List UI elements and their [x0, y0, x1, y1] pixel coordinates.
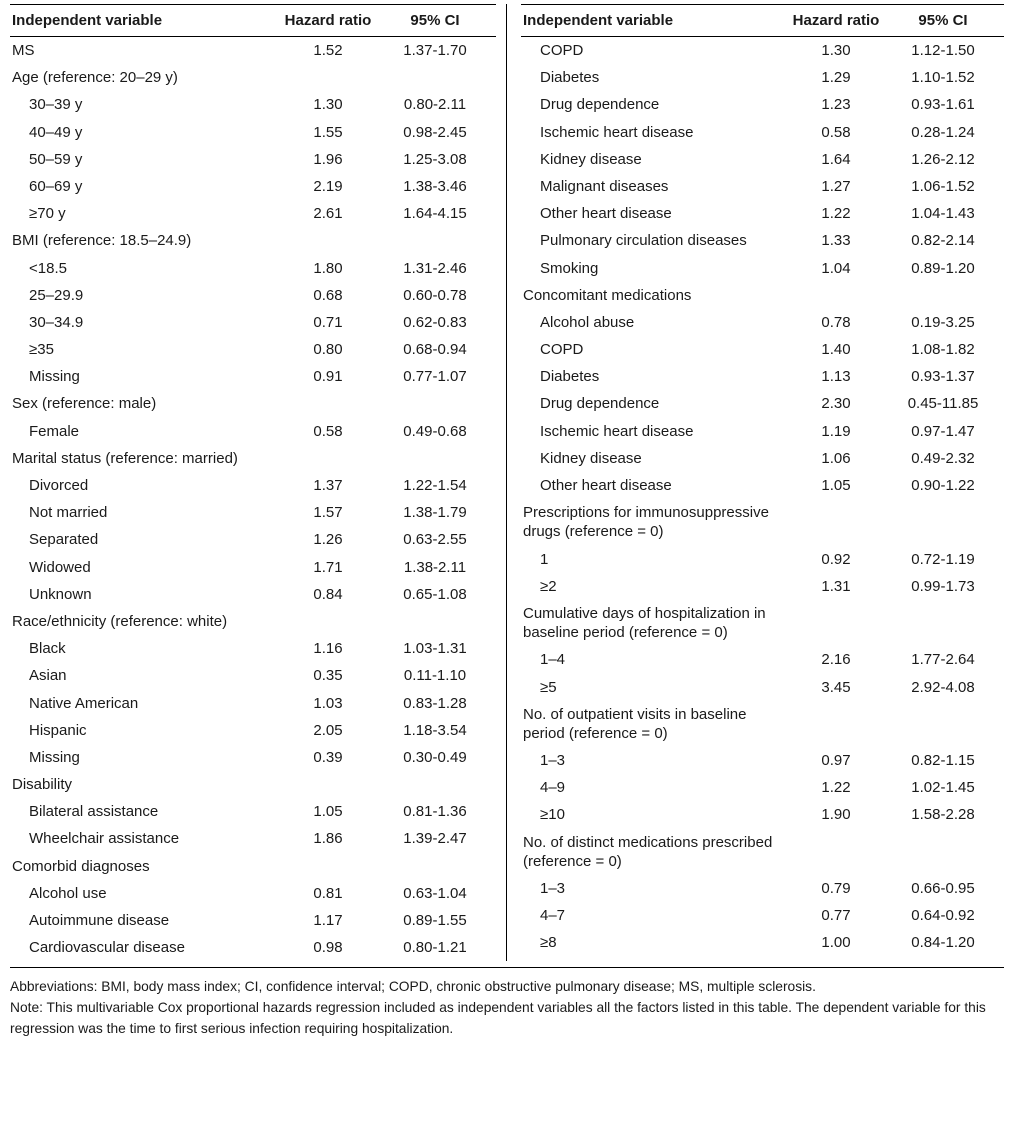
row-label: Native American: [29, 694, 139, 712]
row-label: ≥70 y: [29, 205, 66, 223]
row-label: Race/ethnicity (reference: white): [12, 612, 228, 630]
ci-value: 1.18-3.54: [403, 721, 467, 739]
ci-value: 0.99-1.73: [911, 577, 975, 595]
ci-value: 0.49-2.32: [911, 449, 975, 467]
table-row: [521, 64, 1004, 91]
hazard-ratio-value: 0.79: [821, 880, 851, 897]
table-row: [10, 363, 496, 390]
ci-value: 0.93-1.61: [911, 96, 975, 114]
hazard-ratio-value: 0.84: [313, 585, 343, 603]
hazard-ratio-value: 1.30: [313, 96, 343, 114]
row-label: ≥8: [540, 934, 557, 952]
ci-value: 1.12-1.50: [911, 42, 975, 59]
left-table-header: [10, 4, 496, 37]
table-group-row: [10, 64, 496, 91]
table-row: [10, 336, 496, 363]
hazard-ratio-value: 1.22: [821, 205, 851, 223]
table-row: [10, 418, 496, 445]
ci-value: 1.04-1.43: [911, 205, 975, 223]
table-row: [10, 200, 496, 227]
row-label: ≥5: [540, 678, 557, 696]
table-row: [521, 173, 1004, 200]
ci-value: [374, 449, 496, 468]
table-row: [10, 282, 496, 309]
table-row: [10, 744, 496, 771]
row-label: Alcohol use: [29, 884, 107, 902]
table-row: [10, 635, 496, 662]
table-group-row: [10, 771, 496, 798]
hazard-ratio-value: 1.00: [821, 934, 851, 952]
ci-value: 0.60-0.78: [403, 286, 467, 304]
hazard-ratio-value: 0.35: [313, 667, 343, 685]
row-label: 30–39 y: [29, 96, 83, 114]
hazard-ratio-value: 1.64: [821, 150, 851, 168]
hazard-ratio-value: [790, 503, 882, 541]
hazard-ratio-value: 2.16: [821, 651, 851, 669]
ci-value: 0.66-0.95: [911, 880, 975, 897]
row-label: 40–49 y: [29, 123, 83, 141]
table-row: [10, 526, 496, 553]
row-label: Black: [29, 640, 66, 658]
hazard-ratio-value: [282, 449, 374, 468]
row-label: 4–9: [540, 779, 566, 797]
table-group-row: [521, 600, 1004, 646]
row-label: ≥10: [540, 806, 565, 824]
hazard-ratio-value: 0.92: [821, 550, 851, 568]
hazard-ratio-value: 1.57: [313, 504, 343, 522]
ci-value: 0.82-2.14: [911, 232, 975, 250]
ci-value: 0.49-0.68: [403, 422, 467, 440]
ci-value: 1.03-1.31: [403, 640, 467, 658]
hazard-ratio-value: [282, 394, 374, 413]
hazard-ratio-value: 0.39: [313, 748, 343, 766]
row-label: Hispanic: [29, 721, 87, 739]
row-label: Unknown: [29, 585, 92, 603]
ci-value: 0.81-1.36: [403, 803, 467, 821]
ci-value: [374, 394, 496, 413]
table-row: [10, 255, 496, 282]
hazard-ratio-value: 0.77: [821, 907, 851, 925]
table-row: [10, 907, 496, 934]
ci-value: 1.37-1.70: [403, 42, 467, 59]
table-row: [521, 200, 1004, 227]
ci-value: 1.10-1.52: [911, 69, 975, 87]
hazard-ratio-value: 1.55: [313, 123, 343, 141]
table-row: [10, 880, 496, 907]
hazard-ratio-value: 1.33: [821, 232, 851, 250]
table-group-row: [10, 390, 496, 417]
row-label: <18.5: [29, 259, 67, 277]
hazard-ratio-table: [10, 4, 1004, 968]
hazard-ratio-value: 1.96: [313, 150, 343, 168]
ci-value: 0.89-1.20: [911, 259, 975, 277]
ci-value: 0.77-1.07: [403, 368, 467, 386]
row-label: Female: [29, 422, 80, 440]
ci-value: 0.80-2.11: [403, 96, 467, 114]
hazard-ratio-value: 1.04: [821, 259, 851, 277]
row-label: Ischemic heart disease: [540, 422, 694, 440]
table-row: [521, 646, 1004, 673]
hazard-ratio-value: [790, 604, 882, 642]
hazard-ratio-value: 2.05: [313, 721, 343, 739]
hazard-ratio-value: [282, 231, 374, 250]
row-label: Kidney disease: [540, 449, 642, 467]
row-label: 60–69 y: [29, 177, 83, 195]
hazard-ratio-value: 2.61: [313, 205, 343, 223]
hazard-ratio-value: 1.13: [821, 368, 851, 386]
row-label: Diabetes: [540, 69, 600, 87]
table-row: [10, 662, 496, 689]
ci-value: 1.06-1.52: [911, 177, 975, 195]
table-row: [521, 929, 1004, 956]
row-label: Smoking: [540, 259, 599, 277]
column-header-independent-variable: Independent variable: [12, 12, 163, 29]
hazard-ratio-value: 1.90: [821, 806, 851, 824]
table-row: [521, 146, 1004, 173]
hazard-ratio-value: 2.19: [313, 177, 343, 195]
table-row: [521, 255, 1004, 282]
table-row: [10, 499, 496, 526]
row-label: Disability: [12, 776, 73, 794]
hazard-ratio-value: 0.78: [821, 313, 851, 331]
hazard-ratio-value: 1.06: [821, 449, 851, 467]
table-row: [10, 91, 496, 118]
ci-value: [374, 612, 496, 631]
hazard-ratio-value: 0.58: [313, 422, 343, 440]
row-label: Kidney disease: [540, 150, 642, 168]
row-label: Asian: [29, 667, 67, 685]
column-header-95-ci: 95% CI: [918, 12, 968, 29]
ci-value: 1.08-1.82: [911, 341, 975, 359]
table-group-row: [521, 499, 1004, 545]
table-row: [521, 902, 1004, 929]
ci-value: 0.90-1.22: [911, 477, 975, 494]
ci-value: 0.28-1.24: [911, 123, 975, 141]
table-row: [10, 472, 496, 499]
row-label: Age (reference: 20–29 y): [12, 69, 178, 87]
table-row: [10, 119, 496, 146]
table-row: [10, 581, 496, 608]
ci-value: [882, 833, 1004, 871]
ci-value: 0.64-0.92: [911, 907, 975, 925]
table-row: [10, 825, 496, 852]
hazard-ratio-value: 1.29: [821, 69, 851, 87]
row-label: Concomitant medications: [523, 286, 692, 304]
row-label: COPD: [540, 42, 584, 59]
ci-value: [374, 68, 496, 87]
row-label: Drug dependence: [540, 96, 660, 114]
hazard-ratio-value: 1.30: [821, 42, 851, 59]
hazard-ratio-value: 0.91: [313, 368, 343, 386]
hazard-ratio-value: 1.05: [313, 803, 343, 821]
ci-value: 0.30-0.49: [403, 748, 467, 766]
ci-value: 1.39-2.47: [403, 830, 467, 848]
row-label: 1: [540, 550, 549, 568]
hazard-ratio-value: 0.81: [313, 884, 343, 902]
row-label: Autoimmune disease: [29, 912, 170, 929]
ci-value: 1.26-2.12: [911, 150, 975, 168]
hazard-ratio-value: 1.31: [821, 577, 851, 595]
hazard-ratio-value: 1.19: [821, 422, 851, 440]
ci-value: 1.31-2.46: [403, 259, 467, 277]
ci-value: 1.77-2.64: [911, 651, 975, 669]
column-header-hazard-ratio: Hazard ratio: [792, 12, 880, 29]
row-label: BMI (reference: 18.5–24.9): [12, 232, 192, 250]
ci-value: 1.22-1.54: [403, 477, 467, 494]
row-label: Malignant diseases: [540, 177, 669, 195]
row-label: Widowed: [29, 558, 91, 576]
column-header-95-ci: 95% CI: [410, 12, 460, 29]
ci-value: 0.68-0.94: [403, 341, 467, 359]
table-row: [521, 445, 1004, 472]
ci-value: 0.19-3.25: [911, 313, 975, 331]
table-row: [10, 37, 496, 64]
table-row: [10, 309, 496, 336]
row-label: Pulmonary circulation diseases: [540, 232, 747, 250]
ci-value: 0.62-0.83: [403, 313, 467, 331]
hazard-ratio-value: 1.23: [821, 96, 851, 114]
ci-value: 0.89-1.55: [403, 912, 467, 929]
column-header-hazard-ratio: Hazard ratio: [284, 12, 372, 29]
hazard-ratio-value: 1.16: [313, 640, 343, 658]
table-row: [10, 146, 496, 173]
table-row: [521, 875, 1004, 902]
hazard-ratio-value: [790, 833, 882, 871]
row-label: Separated: [29, 531, 99, 549]
row-label: Ischemic heart disease: [540, 123, 694, 141]
hazard-ratio-value: 0.80: [313, 341, 343, 359]
abbreviations-note: Abbreviations: BMI, body mass index; CI, confidence interval; COPD, chronic obstructive pulmonary disease; MS, multiple sclerosis.: [10, 979, 816, 995]
hazard-ratio-value: [790, 286, 882, 305]
ci-value: 0.82-1.15: [911, 752, 975, 770]
ci-value: 1.38-2.11: [403, 558, 467, 576]
row-label: MS: [12, 42, 35, 59]
hazard-ratio-value: 1.40: [821, 341, 851, 359]
hazard-ratio-value: 0.58: [821, 123, 851, 141]
hazard-ratio-value: 0.68: [313, 286, 343, 304]
row-label: 50–59 y: [29, 150, 83, 168]
table-group-row: [10, 227, 496, 254]
ci-value: 0.83-1.28: [403, 694, 467, 712]
table-row: [521, 747, 1004, 774]
row-label: 1–3: [540, 752, 566, 770]
hazard-ratio-value: [282, 68, 374, 87]
row-label: Divorced: [29, 477, 89, 494]
ci-value: [374, 775, 496, 794]
table-row: [521, 309, 1004, 336]
table-row: [521, 801, 1004, 828]
row-label: 25–29.9: [29, 286, 84, 304]
row-label: 30–34.9: [29, 313, 84, 331]
ci-value: [882, 286, 1004, 305]
table-row: [10, 173, 496, 200]
row-label: Alcohol abuse: [540, 313, 635, 331]
table-row: [521, 418, 1004, 445]
hazard-ratio-value: [790, 705, 882, 743]
row-label: No. of outpatient visits in baseline period (reference = 0): [523, 705, 747, 742]
row-label: Prescriptions for immunosuppressive drugs (reference = 0): [523, 504, 769, 541]
ci-value: 0.11-1.10: [403, 667, 467, 685]
row-label: Other heart disease: [540, 205, 672, 223]
row-label: 1–4: [540, 651, 566, 669]
table-group-row: [10, 445, 496, 472]
hazard-ratio-value: [282, 857, 374, 876]
ci-value: 1.38-3.46: [403, 177, 467, 195]
ci-value: 0.98-2.45: [403, 123, 467, 141]
table-row: [521, 390, 1004, 417]
row-label: Wheelchair assistance: [29, 830, 180, 848]
table-row: [10, 798, 496, 825]
ci-value: [882, 503, 1004, 541]
ci-value: [374, 857, 496, 876]
table-row: [10, 554, 496, 581]
ci-value: 0.93-1.37: [911, 368, 975, 386]
row-label: Other heart disease: [540, 477, 672, 494]
hazard-ratio-value: 1.86: [313, 830, 343, 848]
table-group-row: [10, 608, 496, 635]
hazard-ratio-value: 1.26: [313, 531, 343, 549]
row-label: ≥35: [29, 341, 54, 359]
row-label: Comorbid diagnoses: [12, 857, 150, 875]
table-group-row: [521, 282, 1004, 309]
row-label: Cumulative days of hospitalization in baseline period (reference = 0): [523, 604, 766, 642]
ci-value: 0.63-2.55: [403, 531, 467, 549]
table-row: [10, 717, 496, 744]
right-table: [507, 4, 1004, 961]
hazard-ratio-value: 1.80: [313, 259, 343, 277]
ci-value: 1.02-1.45: [911, 779, 975, 797]
ci-value: 1.58-2.28: [911, 806, 975, 824]
table-footnotes: [10, 968, 1004, 1039]
ci-value: 0.84-1.20: [911, 934, 975, 952]
table-row: [521, 573, 1004, 600]
ci-value: 0.80-1.21: [403, 939, 467, 957]
table-row: [521, 774, 1004, 801]
hazard-ratio-value: 1.05: [821, 477, 851, 494]
table-group-row: [521, 701, 1004, 747]
hazard-ratio-value: 2.30: [821, 395, 851, 413]
row-label: Missing: [29, 748, 80, 766]
table-row: [521, 674, 1004, 701]
table-row: [521, 472, 1004, 499]
table-row: [521, 363, 1004, 390]
hazard-ratio-value: 0.98: [313, 939, 343, 957]
row-label: 1–3: [540, 880, 566, 897]
table-row: [521, 227, 1004, 254]
ci-value: [374, 231, 496, 250]
ci-value: 0.65-1.08: [403, 585, 467, 603]
ci-value: 1.64-4.15: [403, 205, 467, 223]
hazard-ratio-value: 1.03: [313, 694, 343, 712]
ci-value: [882, 705, 1004, 743]
ci-value: 0.63-1.04: [403, 884, 467, 902]
row-label: Drug dependence: [540, 395, 660, 413]
ci-value: 1.25-3.08: [403, 150, 467, 168]
hazard-ratio-value: 1.27: [821, 177, 851, 195]
row-label: No. of distinct medications prescribed (reference = 0): [523, 833, 773, 870]
hazard-ratio-value: 1.71: [313, 558, 343, 576]
table-row: [10, 934, 496, 961]
hazard-ratio-value: 3.45: [821, 678, 851, 696]
table-row: [521, 119, 1004, 146]
table-row: [521, 336, 1004, 363]
ci-value: 1.38-1.79: [403, 504, 467, 522]
regression-note: Note: This multivariable Cox proportional hazards regression included as independent variables all the factors listed in this table. The dependent variable for this regression was the time to first serious infection requiring hospitalization.: [10, 1000, 986, 1036]
table-group-row: [521, 829, 1004, 875]
row-label: Marital status (reference: married): [12, 449, 238, 467]
table-row: [521, 37, 1004, 64]
ci-value: [882, 604, 1004, 642]
hazard-ratio-value: [282, 775, 374, 794]
right-table-body: [521, 37, 1004, 957]
ci-value: 2.92-4.08: [911, 678, 975, 696]
ci-value: 0.72-1.19: [911, 550, 975, 568]
left-table-body: [10, 37, 496, 961]
row-label: COPD: [540, 341, 584, 359]
row-label: 4–7: [540, 907, 566, 925]
hazard-ratio-value: 1.37: [313, 477, 343, 494]
table-row: [521, 91, 1004, 118]
hazard-ratio-value: 1.52: [313, 42, 343, 59]
table-row: [10, 690, 496, 717]
row-label: Cardiovascular disease: [29, 939, 185, 957]
row-label: Bilateral assistance: [29, 803, 159, 821]
hazard-ratio-value: 0.97: [821, 752, 851, 770]
table-group-row: [10, 853, 496, 880]
right-table-header: [521, 4, 1004, 37]
table-row: [521, 546, 1004, 573]
row-label: Diabetes: [540, 368, 600, 386]
column-header-independent-variable: Independent variable: [523, 12, 674, 29]
hazard-ratio-value: 1.17: [313, 912, 343, 929]
ci-value: 0.97-1.47: [911, 422, 975, 440]
row-label: Missing: [29, 368, 80, 386]
row-label: Sex (reference: male): [12, 395, 157, 413]
left-table: [10, 4, 507, 961]
ci-value: 0.45-11.85: [907, 395, 979, 413]
hazard-ratio-value: 0.71: [313, 313, 343, 331]
hazard-ratio-value: 1.22: [821, 779, 851, 797]
hazard-ratio-value: [282, 612, 374, 631]
row-label: ≥2: [540, 577, 557, 595]
row-label: Not married: [29, 504, 108, 522]
